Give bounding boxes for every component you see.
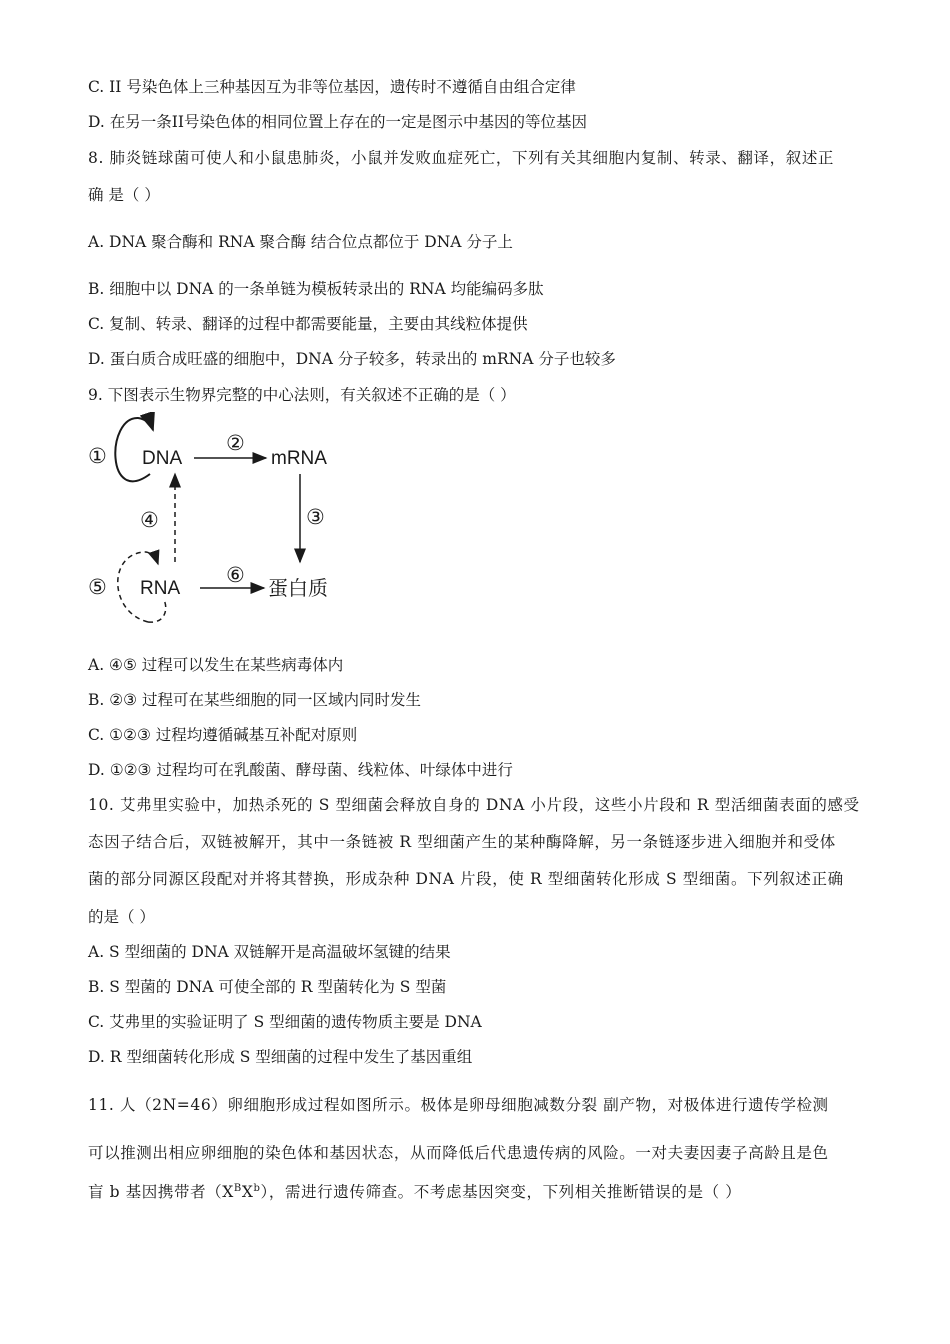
line-q9d: D. ①②③ 过程均可在乳酸菌、酵母菌、线粒体、叶绿体中进行 [88, 761, 513, 779]
line-q8-stem-2: 确 是（ ） [88, 186, 160, 204]
label-5: ⑤ [88, 576, 107, 599]
label-1: ① [88, 445, 107, 468]
line-q7d: D. 在另一条II号染色体的相同位置上存在的一定是图示中基因的等位基因 [88, 113, 587, 131]
label-2: ② [226, 432, 245, 455]
line-q11-stem-2: 可以推测出相应卵细胞的染色体和基因状态，从而降低后代患遗传病的风险。一对夫妻因妻子高龄且是色 [88, 1144, 829, 1162]
node-dna: DNA [142, 448, 183, 469]
line-q8a: A. DNA 聚合酶和 RNA 聚合酶 结合位点都位于 DNA 分子上 [88, 233, 513, 251]
label-6: ⑥ [226, 564, 245, 587]
allele-b-superscript: b [253, 1182, 261, 1194]
line-q10-stem-4: 的是（ ） [88, 908, 155, 926]
line-q9-stem: 9. 下图表示生物界完整的中心法则，有关叙述不正确的是（ ） [88, 386, 516, 404]
line-q7c: C. II 号染色体上三种基因互为非等位基因，遗传时不遵循自由组合定律 [88, 78, 576, 96]
line-q9b: B. ②③ 过程可在某些细胞的同一区域内同时发生 [88, 691, 421, 709]
allele-B-superscript: B [233, 1182, 242, 1194]
genotype-text-mid: X [241, 1183, 254, 1201]
line-q9a: A. ④⑤ 过程可以发生在某些病毒体内 [88, 656, 344, 674]
line-q8d: D. 蛋白质合成旺盛的细胞中，DNA 分子较多，转录出的 mRNA 分子也较多 [88, 350, 616, 368]
line-q10-stem-3: 菌的部分同源区段配对并将其替换，形成杂种 DNA 片段，使 R 型细菌转化形成 S 型细菌。下列叙述正确 [88, 870, 844, 888]
line-q10a: A. S 型细菌的 DNA 双链解开是高温破坏氢键的结果 [88, 943, 451, 961]
label-4: ④ [140, 509, 159, 532]
line-q8-stem-1: 8. 肺炎链球菌可使人和小鼠患肺炎，小鼠并发败血症死亡，下列有关其细胞内复制、转录、翻译，叙述正 [88, 149, 835, 167]
central-dogma-diagram [86, 412, 346, 632]
line-q11-stem-1: 11. 人（2N=46）卵细胞形成过程如图所示。极体是卵母细胞减数分裂 副产物，对极体进行遗传学检测 [88, 1096, 829, 1114]
genotype-text-pre: 盲 b 基因携带者（X [88, 1183, 234, 1201]
line-q8b: B. 细胞中以 DNA 的一条单链为模板转录出的 RNA 均能编码多肽 [88, 280, 544, 298]
node-mrna: mRNA [271, 448, 327, 469]
line-q10-stem-2: 态因子结合后，双链被解开，其中一条链被 R 型细菌产生的某种酶降解，另一条链逐步进入细胞并和受体 [88, 833, 836, 851]
line-q10b: B. S 型菌的 DNA 可使全部的 R 型菌转化为 S 型菌 [88, 978, 447, 996]
label-3: ③ [306, 506, 325, 529]
genotype-text-post: ），需进行遗传筛查。不考虑基因突变，下列相关推断错误的是（ ） [260, 1183, 742, 1201]
node-rna: RNA [140, 578, 181, 599]
line-q9c: C. ①②③ 过程均遵循碱基互补配对原则 [88, 726, 358, 744]
line-q8c: C. 复制、转录、翻译的过程中都需要能量，主要由其线粒体提供 [88, 315, 528, 333]
line-q11-stem-3 [88, 1182, 741, 1202]
line-q10d: D. R 型细菌转化形成 S 型细菌的过程中发生了基因重组 [88, 1048, 473, 1066]
node-protein: 蛋白质 [268, 578, 328, 600]
line-q10c: C. 艾弗里的实验证明了 S 型细菌的遗传物质主要是 DNA [88, 1013, 482, 1031]
line-q10-stem-1: 10. 艾弗里实验中，加热杀死的 S 型细菌会释放自身的 DNA 小片段，这些小片段和 R 型活细菌表面的感受 [88, 796, 860, 814]
